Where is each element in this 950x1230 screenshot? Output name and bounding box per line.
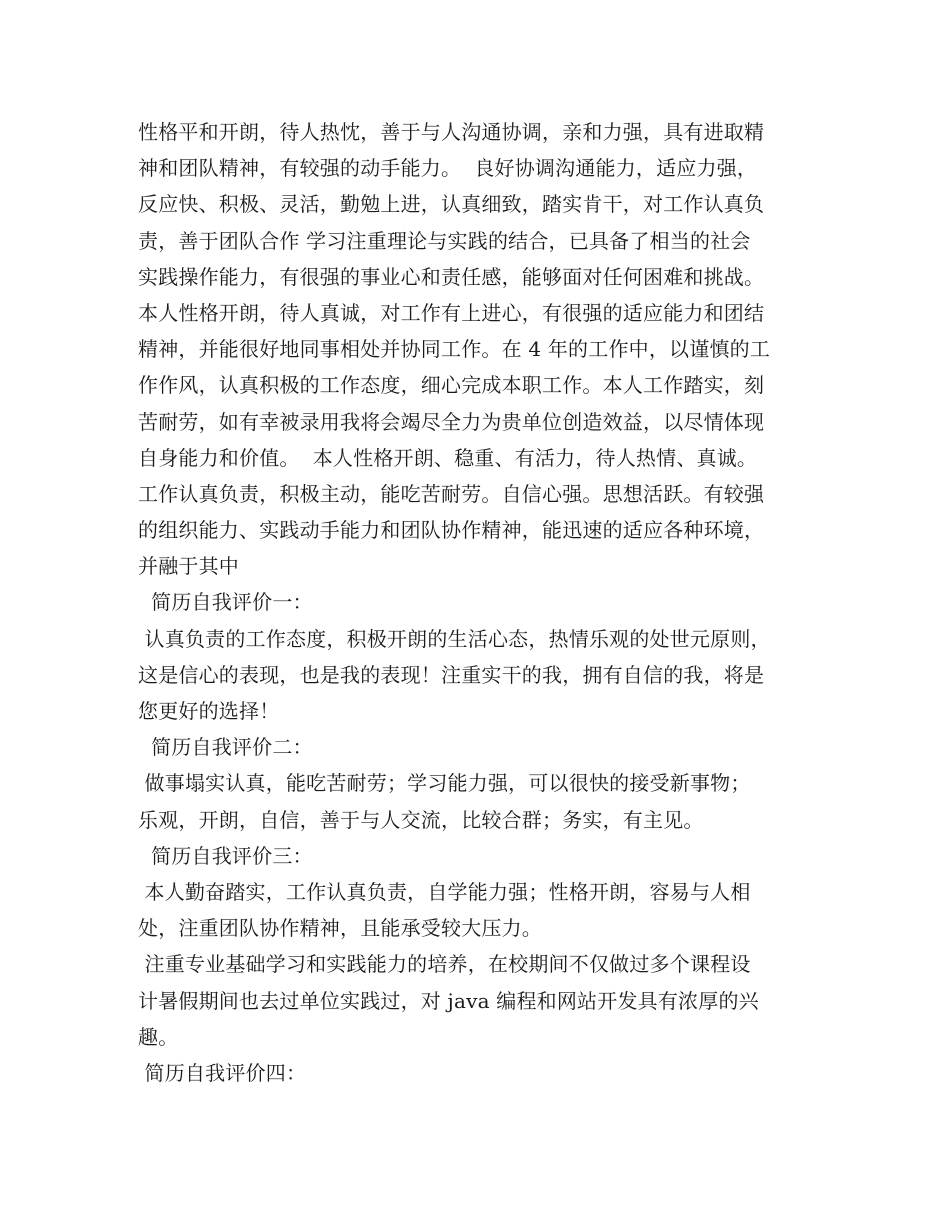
text-line: 神和团队精神，有较强的动手能力。 良好协调沟通能力，适应力强， (138, 156, 758, 181)
text-line: 精神，并能很好地同事相处并协同工作。在 4 年的工作中，以谨慎的工 (138, 337, 771, 362)
text-line: 趣。 (138, 1024, 179, 1049)
text-line: 的组织能力、实践动手能力和团队协作精神，能迅速的适应各种环境， (138, 518, 765, 543)
section-heading: 简历自我评价三： (138, 843, 313, 868)
text-line: 性格平和开朗，待人热忱，善于与人沟通协调，亲和力强，具有进取精 (138, 120, 765, 144)
text-line: 做事塌实认真，能吃苦耐劳；学习能力强，可以很快的接受新事物； (138, 771, 751, 796)
text-line: 您更好的选择！ (138, 699, 280, 723)
text-line: 工作认真负责，积极主动，能吃苦耐劳。自信心强。思想活跃。有较强 (138, 481, 765, 506)
section-heading: 简历自我评价一： (138, 590, 313, 615)
text-line: 认真负责的工作态度，积极开朗的生活心态，热情乐观的处世元原则， (138, 626, 771, 651)
text-line: 本人勤奋踏实，工作认真负责，自学能力强；性格开朗，容易与人相 (138, 879, 751, 904)
section-heading: 简历自我评价四： (138, 1060, 307, 1085)
text-line: 责，善于团队合作 学习注重理论与实践的结合，已具备了相当的社会 (138, 228, 751, 253)
text-line: 并融于其中 (138, 554, 239, 579)
text-line: 反应快、积极、灵活，勤勉上进，认真细致，踏实肯干，对工作认真负 (138, 192, 765, 217)
text-line: 自身能力和价值。 本人性格开朗、稳重、有活力，待人热情、真诚。 (138, 445, 758, 470)
document-body (138, 114, 828, 1091)
text-line: 苦耐劳，如有幸被录用我将会竭尽全力为贵单位创造效益，以尽情体现 (138, 409, 765, 434)
text-line: 这是信心的表现，也是我的表现！注重实干的我，拥有自信的我，将是 (138, 662, 765, 687)
text-line: 注重专业基础学习和实践能力的培养，在校期间不仅做过多个课程设 (138, 952, 751, 977)
text-line: 计暑假期间也去过单位实践过，对 java 编程和网站开发具有浓厚的兴 (138, 988, 759, 1013)
text-line: 作作风，认真积极的工作态度，细心完成本职工作。本人工作踏实，刻 (138, 373, 765, 398)
text-line: 本人性格开朗，待人真诚，对工作有上进心，有很强的适应能力和团结 (138, 300, 765, 325)
text-line: 实践操作能力，有很强的事业心和责任感，能够面对任何困难和挑战。 (138, 264, 765, 289)
section-heading: 简历自我评价二： (138, 735, 313, 760)
text-line: 处，注重团队协作精神，且能承受较大压力。 (138, 916, 542, 941)
text-line: 乐观，开朗，自信，善于与人交流，比较合群；务实，有主见。 (138, 807, 704, 832)
